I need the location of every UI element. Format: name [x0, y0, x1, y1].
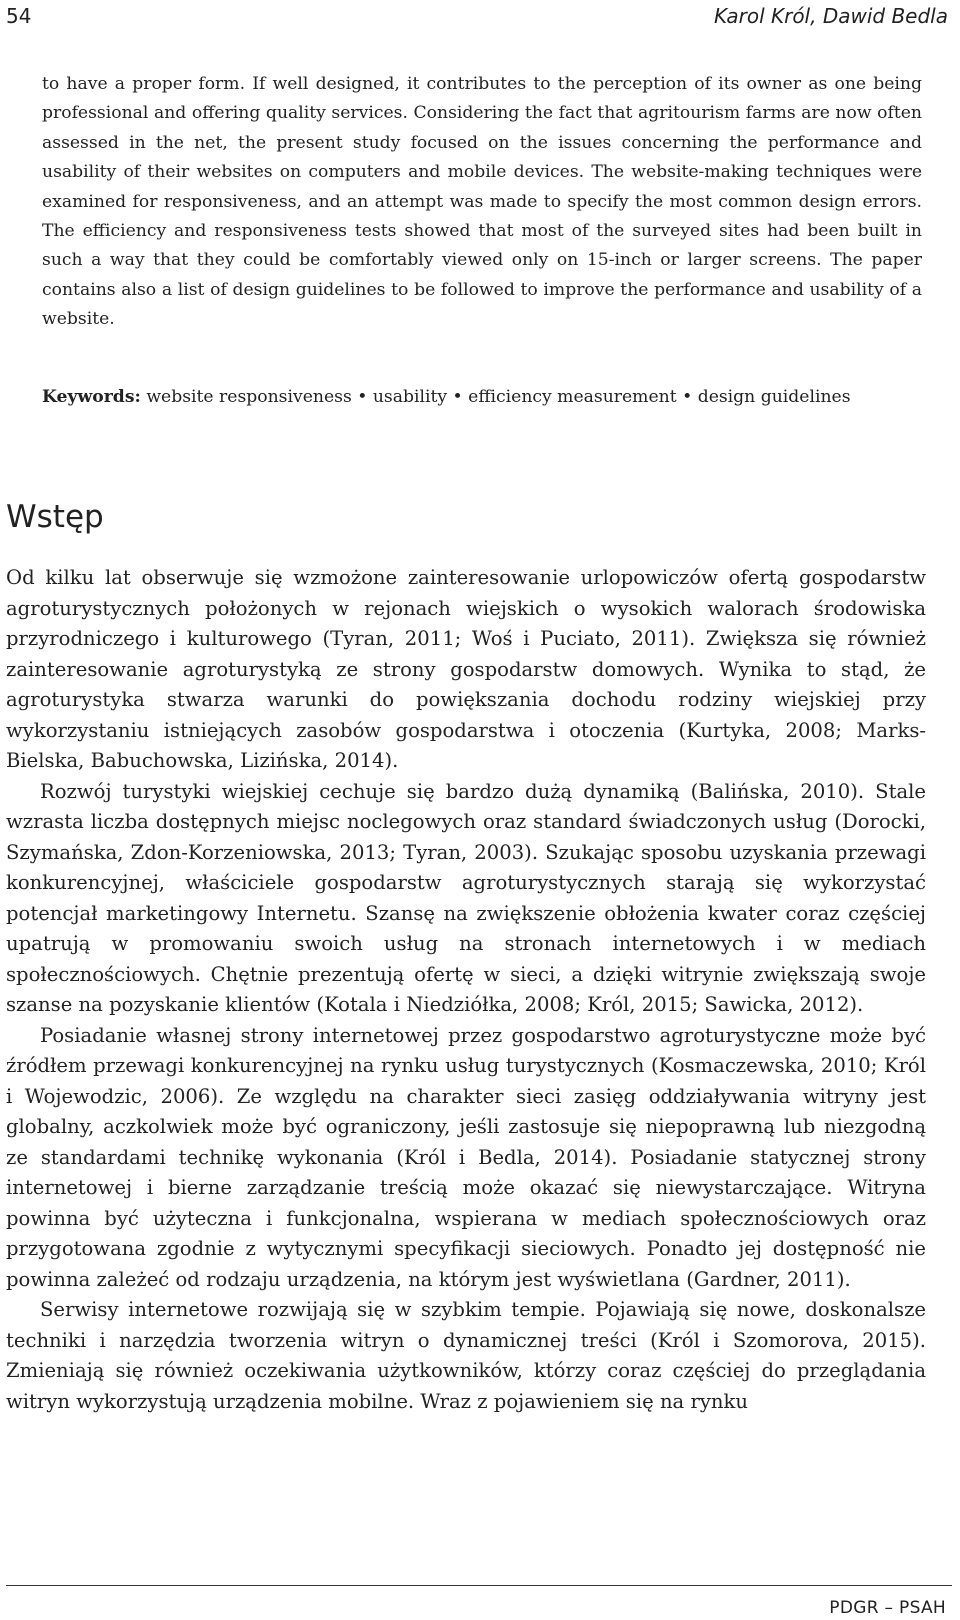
section-body	[6, 563, 926, 1417]
page-header	[6, 4, 948, 30]
running-head-authors: Karol Król, Dawid Bedla	[713, 4, 948, 28]
keywords	[42, 383, 922, 412]
section-title: Wstęp	[6, 499, 104, 535]
paragraph: Od kilku lat obserwuje się wzmożone zainteresowanie urlopowiczów ofertą gospodarstw agroturystycznych położonych w rejonach wiejskich o wysokich walorach środowiska przyrodniczego i kulturowego (Tyran, 2011; Woś i Puciato, 2011). Zwiększa się również zainteresowanie agroturystyką ze strony gospodarstw domowych. Wynika to stąd, że agroturystyka stwarza warunki do powiększania dochodu rodziny wiejskiej przy wykorzystaniu istniejących zasobów gospodarstwa i otoczenia (Kurtyka, 2008; Marks-Bielska, Babuchowska, Lizińska, 2014).	[6, 566, 926, 772]
keywords-label: Keywords:	[42, 387, 141, 407]
footer-divider	[6, 1585, 952, 1586]
paragraph: Rozwój turystyki wiejskiej cechuje się bardzo dużą dynamiką (Balińska, 2010). Stale wzrasta liczba dostępnych miejsc noclegowych oraz standard świadczonych usług (Dorocki, Szymańska, Zdon-Korzeniowska, 2013; Tyran, 2003). Szukając sposobu uzyskania przewagi konkurencyjnej, właściciele gospodarstw agroturystycznych starają się wykorzystać potencjał marketingowy Internetu. Szansę na zwiększenie obłożenia kwater coraz częściej upatrują w promowaniu swoich usług na stronach internetowych i w mediach społecznościowych. Chętnie prezentują ofertę w sieci, a dzięki witrynie zwiększają swoje szanse na pozyskanie klientów (Kotala i Niedziółka, 2008; Król, 2015; Sawicka, 2012).	[6, 779, 926, 1016]
paragraph: Posiadanie własnej strony internetowej przez gospodarstwo agroturystyczne może być źródłem przewagi konkurencyjnej na rynku usług turystycznych (Kosmaczewska, 2010; Król i Wojewodzic, 2006). Ze względu na charakter sieci zasięg oddziaływania witryny jest globalny, aczkolwiek może być ograniczony, jeśli zastosuje się niepoprawną lub niezgodną ze standardami technikę wykonania (Król i Bedla, 2014). Posiadanie statycznej strony internetowej i bierne zarządzanie treścią może okazać się niewystarczające. Witryna powinna być użyteczna i funkcjonalna, wspierana w mediach społecznościowych oraz przygotowana zgodnie z wytycznymi specyfikacji sieciowych. Ponadto jej dostępność nie powinna zależeć od rodzaju urządzenia, na którym jest wyświetlana (Gardner, 2011).	[6, 1023, 926, 1291]
keywords-list: website responsiveness • usability • efficiency measurement • design guidelines	[146, 387, 851, 407]
abstract-text: to have a proper form. If well designed, it contributes to the perception of its owner as one being professional and offering quality services. Considering the fact that agritourism farms are now often assessed in the net, the present study focused on the issues concerning the performance and usability of their websites on computers and mobile devices. The website-making techniques were examined for responsiveness, and an attempt was made to specify the most common design errors. The efficiency and responsiveness tests showed that most of the surveyed sites had been built in such a way that they could be comfortably viewed only on 15-inch or larger screens. The paper contains also a list of design guidelines to be followed to improve the performance and usability of a website.	[42, 74, 922, 330]
paragraph: Serwisy internetowe rozwijają się w szybkim tempie. Pojawiają się nowe, doskonalsze techniki i narzędzia tworzenia witryn o dynamicznej treści (Król i Szomorova, 2015). Zmieniają się również oczekiwania użytkowników, którzy coraz częściej do przeglądania witryn wykorzystują urządzenia mobilne. Wraz z pojawieniem się na rynku	[6, 1298, 926, 1413]
page-number: 54	[6, 4, 32, 28]
journal-footer: PDGR – PSAH	[829, 1598, 946, 1618]
